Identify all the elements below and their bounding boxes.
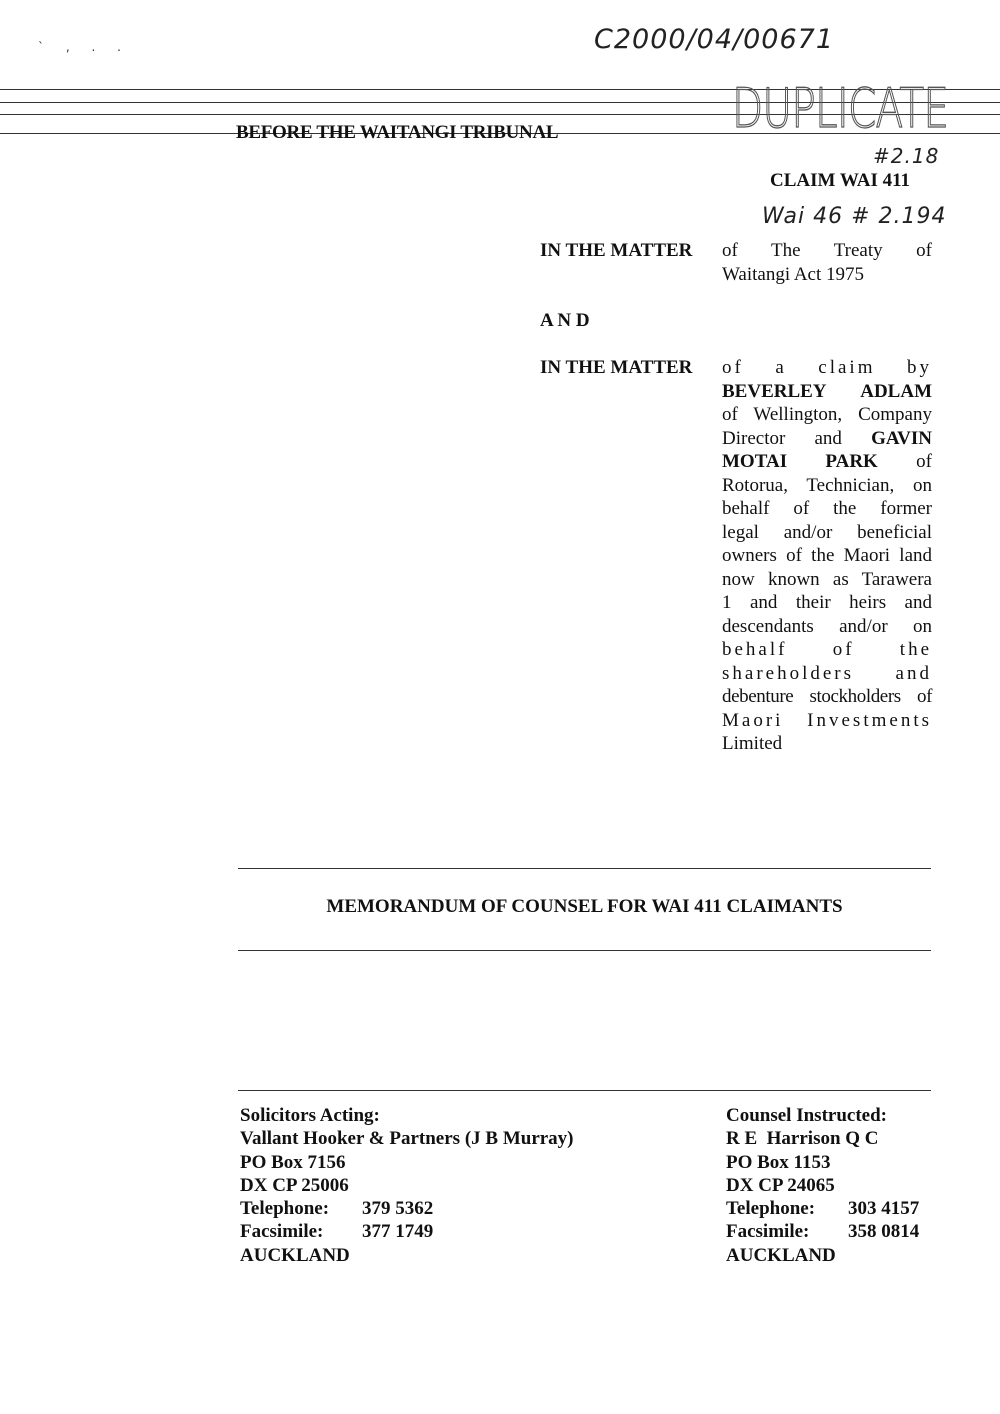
solicitors-telephone: 379 5362	[362, 1198, 434, 1220]
solicitors-city: AUCKLAND	[240, 1244, 350, 1266]
document-title: MEMORANDUM OF COUNSEL FOR WAI 411 CLAIMANTS	[326, 896, 843, 917]
matter-2-text	[722, 356, 932, 756]
matter-2-line: MOTAI PARK of	[722, 451, 932, 472]
solicitors-block	[240, 1104, 574, 1267]
matter-2-line: owners of the Maori land	[722, 545, 932, 566]
corner-marks: ˋ , . .	[38, 40, 130, 54]
matter-2-line: Limited	[722, 733, 783, 754]
file-reference-handwritten: C2000/04/00671	[594, 24, 835, 55]
counsel-heading: Counsel Instructed:	[726, 1105, 887, 1126]
telephone-label: Telephone:	[726, 1198, 816, 1220]
counsel-facsimile-row	[726, 1220, 919, 1243]
counsel-facsimile: 358 0814	[848, 1221, 920, 1243]
counsel-block	[726, 1104, 919, 1267]
claimant-name: PARK	[825, 451, 878, 472]
counsel-name: R E Harrison Q C	[726, 1128, 879, 1150]
matter-2-line: Rotorua, Technician, on	[722, 474, 932, 496]
solicitors-facsimile: 377 1749	[362, 1221, 434, 1243]
facsimile-label: Facsimile:	[240, 1221, 324, 1243]
matter-2-line: legal and/or beneficial	[722, 521, 932, 543]
contacts-rule	[238, 1090, 931, 1091]
title-rule-bottom	[238, 950, 931, 951]
matter-2-line: debenture stockholders of	[722, 686, 932, 707]
matter-2-line: shareholders and	[722, 662, 932, 684]
solicitors-telephone-row	[240, 1197, 574, 1220]
claimant-name: GAVIN	[871, 427, 933, 449]
title-rule-top	[238, 868, 931, 869]
document-number-handwritten: #2.18	[873, 144, 940, 168]
matter-2-line-claimant-1: BEVERLEY ADLAM	[722, 380, 932, 402]
counsel-po-box: PO Box 1153	[726, 1151, 831, 1173]
matter-2-line: now known as Tarawera	[722, 568, 932, 590]
solicitors-dx: DX CP 25006	[240, 1174, 349, 1196]
claimant-name: MOTAI	[722, 451, 788, 472]
duplicate-stamp: DUPLICATE	[732, 77, 949, 140]
solicitors-facsimile-row	[240, 1220, 574, 1243]
matter-2-line: behalf of the	[722, 639, 932, 660]
and-label: A N D	[540, 310, 590, 331]
claim-number: CLAIM WAI 411	[770, 170, 911, 191]
counsel-telephone: 303 4157	[848, 1198, 920, 1220]
matter-1-line: of The Treaty of	[722, 240, 932, 261]
solicitors-heading: Solicitors Acting:	[240, 1105, 380, 1126]
counsel-telephone-row	[726, 1197, 919, 1220]
facsimile-label: Facsimile:	[726, 1221, 810, 1243]
matter-label-1: IN THE MATTER	[540, 240, 693, 261]
matter-2-line: behalf of the former	[722, 498, 932, 519]
counsel-dx: DX CP 24065	[726, 1174, 835, 1196]
tribunal-heading: BEFORE THE WAITANGI TRIBUNAL	[236, 122, 559, 143]
matter-2-line: of Wellington, Company	[722, 404, 932, 425]
matter-1-line: Waitangi Act 1975	[722, 263, 864, 285]
matter-2-line: of a claim by	[722, 357, 932, 378]
counsel-city: AUCKLAND	[726, 1244, 836, 1266]
matter-label-2: IN THE MATTER	[540, 357, 693, 378]
matter-2-line: 1 and their heirs and	[722, 592, 932, 613]
matter-1-text	[722, 239, 932, 286]
matter-2-line: Maori Investments	[722, 709, 932, 731]
solicitors-po-box: PO Box 7156	[240, 1151, 346, 1173]
telephone-label: Telephone:	[240, 1198, 330, 1220]
matter-2-line: Director and GAVIN	[722, 427, 933, 449]
matter-2-line: descendants and/or on	[722, 615, 932, 637]
cross-reference-handwritten: Wai 46 # 2.194	[762, 204, 947, 229]
solicitors-firm: Vallant Hooker & Partners (J B Murray)	[240, 1128, 574, 1150]
